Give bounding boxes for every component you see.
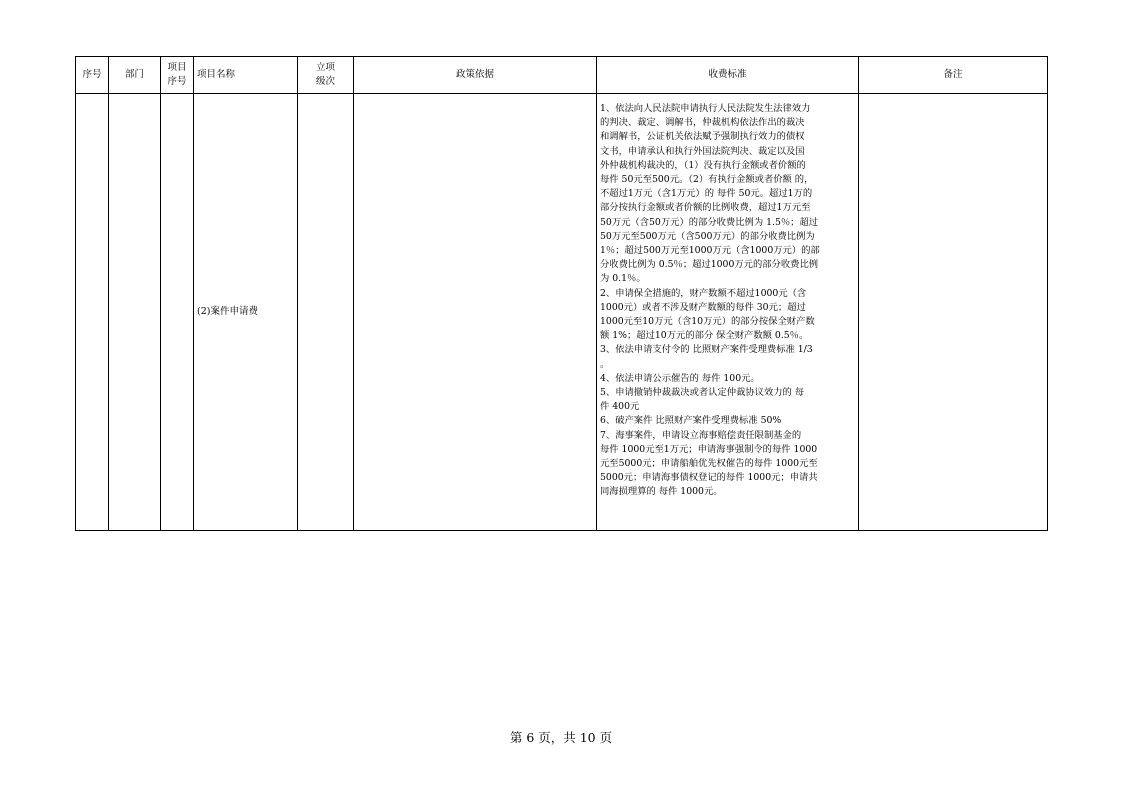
cell-approval-level <box>298 94 354 531</box>
fee-standard-text <box>600 102 855 500</box>
header-item-name: 项目名称 <box>194 57 298 94</box>
fee-standard-line: 元至5000元；申请船舶优先权催告的每件 1000元至 <box>600 458 818 470</box>
fee-standard-line: 6、破产案件 比照财产案件受理费标准 50% <box>600 415 782 427</box>
fee-standard-line: 文书，申请承认和执行外国法院判决、裁定以及国 <box>600 145 805 157</box>
table-row <box>76 94 1048 531</box>
fee-standard-line: 每件 1000元至1万元；申请海事强制令的每件 1000 <box>600 443 818 455</box>
cell-fee-standard <box>597 94 859 531</box>
fee-standard-line: 2、申请保全措施的，财产数额不超过1000元（含 <box>600 287 807 299</box>
fee-standard-line: 为 0.1％。 <box>600 273 646 285</box>
fee-standard-line: 1％；超过500万元至1000万元（含1000万元）的部 <box>600 245 820 257</box>
fee-standard-line: 部分按执行金额或者价额的比例收费，超过1万元至 <box>600 202 811 214</box>
fee-standard-line: 1、依法向人民法院申请执行人民法院发生法律效力 <box>600 103 811 114</box>
cell-policy-basis <box>354 94 597 531</box>
fee-standard-line: 每件 50元至500元。（2）有执行金额或者价额 的， <box>600 174 814 186</box>
header-item-seq <box>161 57 194 94</box>
fee-standard-line: 1000元至10万元（含10万元）的部分按保全财产数 <box>600 316 815 328</box>
fee-standard-line: 和调解书，公证机关依法赋予强制执行效力的债权 <box>600 131 805 143</box>
cell-remark <box>859 94 1048 531</box>
fee-standard-line: 5000元；申请海事债权登记的每件 1000元；申请共 <box>600 472 818 484</box>
fee-standard-line: 4、依法申请公示催告的 每件 100元。 <box>600 372 760 384</box>
fee-standard-line: 50万元（含50万元）的部分收费比例为 1.5％；超过 <box>600 216 819 228</box>
fee-standard-line: 3、依法申请支付令的 比照财产案件受理费标准 1/3 <box>600 344 813 356</box>
cell-seq <box>76 94 109 531</box>
header-seq: 序号 <box>76 57 109 94</box>
header-item-seq-line2: 序号 <box>167 76 187 87</box>
cell-item-seq <box>161 94 194 531</box>
fee-standard-line: 1000元）或者不涉及财产数额的每件 30元；超过 <box>600 301 806 313</box>
page-footer: 第 6 页，共 10 页 <box>509 730 613 745</box>
fee-standard-line: 同海损理算的 每件 1000元。 <box>600 486 723 498</box>
cell-item-name: (2)案件申请费 <box>194 94 298 531</box>
header-row <box>76 57 1048 94</box>
header-item-seq-line1: 项目 <box>167 62 187 73</box>
fee-standard-line: 。 <box>600 358 610 370</box>
header-remark: 备注 <box>859 57 1048 94</box>
fee-standard-line: 的判决、裁定、调解书，仲裁机构依法作出的裁决 <box>600 117 805 129</box>
header-dept: 部门 <box>109 57 161 94</box>
header-policy-basis: 政策依据 <box>354 57 597 94</box>
header-approval-level <box>298 57 354 94</box>
fee-standard-line: 外仲裁机构裁决的，（1）没有执行金额或者价额的 <box>600 159 806 171</box>
fee-standard-line: 50万元至500万元（含500万元）的部分收费比例为 <box>600 230 815 242</box>
fee-table <box>75 56 1048 531</box>
fee-standard-line: 额 1%；超过10万元的部分 保全财产数额 0.5％。 <box>600 330 809 342</box>
fee-standard-line: 5、申请撤销仲裁裁决或者认定仲裁协议效力的 每 <box>600 387 805 399</box>
fee-standard-line: 不超过1万元（含1万元）的 每件 50元。超过1万的 <box>600 188 813 200</box>
fee-standard-line: 件 400元 <box>600 401 640 413</box>
header-approval-line2: 级次 <box>315 76 335 87</box>
fee-standard-line: 分收费比例为 0.5％；超过1000万元的部分收费比例 <box>600 259 819 271</box>
cell-dept <box>109 94 161 531</box>
header-fee-standard: 收费标准 <box>597 57 859 94</box>
fee-standard-line: 7、海事案件，申请设立海事赔偿责任限制基金的 <box>600 429 802 441</box>
header-approval-line1: 立项 <box>315 62 335 73</box>
